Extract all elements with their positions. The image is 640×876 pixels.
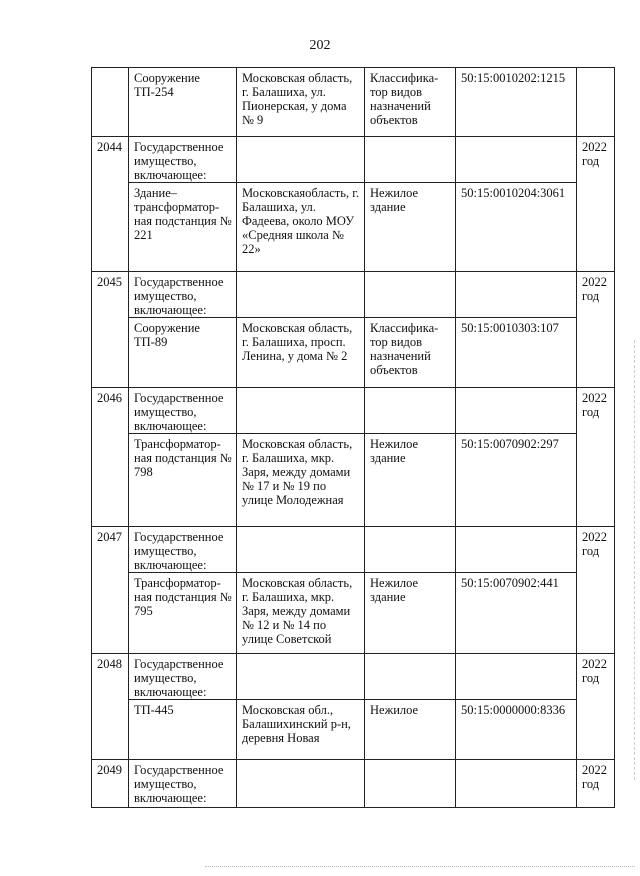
empty-cell [237,388,365,434]
purpose-cell: Нежилое здание [365,183,456,272]
object-name-cell: Сооружение ТП-89 [129,318,237,388]
cadastral-number-cell: 50:15:0000000:8336 [456,700,577,760]
empty-cell [456,272,577,318]
row-number-cell: 2045 [92,272,129,388]
group-label-cell: Государственное имущество, включающее: [129,527,237,573]
object-name-cell: Здание– трансформатор-ная подстанция № 221 [129,183,237,272]
scan-edge-line [634,340,635,780]
cadastral-number-cell: 50:15:0010204:3061 [456,183,577,272]
purpose-cell: Нежилое [365,700,456,760]
object-name-cell: Сооружение ТП-254 [129,68,237,137]
address-cell: Московская область, г. Балашиха, просп. Ленина, у дома № 2 [237,318,365,388]
address-cell: Московская область, г. Балашиха, мкр. Заря, между домами № 12 и № 14 по улице Советской [237,573,365,654]
year-cell [577,68,615,137]
cadastral-number-cell: 50:15:0070902:297 [456,434,577,527]
group-label-cell: Государственное имущество, включающее: [129,760,237,808]
purpose-cell: Классифика-тор видов назначений объектов [365,318,456,388]
object-name-cell: ТП-445 [129,700,237,760]
empty-cell [237,272,365,318]
empty-cell [456,388,577,434]
table-row [92,183,615,272]
year-cell: 2022 год [577,137,615,272]
cadastral-number-cell: 50:15:0010303:107 [456,318,577,388]
table-row [92,272,615,318]
empty-cell [237,654,365,700]
group-label-cell: Государственное имущество, включающее: [129,388,237,434]
empty-cell [365,527,456,573]
row-number-cell: 2047 [92,527,129,654]
year-cell: 2022 год [577,272,615,388]
row-number-cell [92,68,129,137]
table-row [92,434,615,527]
group-label-cell: Государственное имущество, включающее: [129,654,237,700]
year-cell: 2022 год [577,527,615,654]
year-cell: 2022 год [577,388,615,527]
empty-cell [365,137,456,183]
table-row [92,137,615,183]
cadastral-number-cell: 50:15:0010202:1215 [456,68,577,137]
empty-cell [365,388,456,434]
address-cell: Московская область, г. Балашиха, мкр. Заря, между домами № 17 и № 19 по улице Молодежная [237,434,365,527]
purpose-cell: Нежилое здание [365,434,456,527]
table-row [92,573,615,654]
table-row [92,527,615,573]
cadastral-number-cell: 50:15:0070902:441 [456,573,577,654]
cadastral-number-cell [456,760,577,808]
table-row [92,700,615,760]
row-number-cell: 2048 [92,654,129,760]
address-cell: Московскаяобласть, г. Балашиха, ул. Фадеева, около МОУ «Средняя школа № 22» [237,183,365,272]
table-row [92,388,615,434]
table-row [92,760,615,808]
address-cell: Московская обл., Балашихинский р-н, деревня Новая [237,700,365,760]
empty-cell [365,272,456,318]
table-row [92,654,615,700]
address-cell [237,760,365,808]
object-name-cell: Трансформатор-ная подстанция № 798 [129,434,237,527]
empty-cell [237,527,365,573]
purpose-cell [365,760,456,808]
year-cell: 2022 год [577,654,615,760]
empty-cell [456,527,577,573]
row-number-cell: 2046 [92,388,129,527]
table-row [92,68,615,137]
property-registry-table [91,67,615,808]
scan-edge-line [205,866,635,867]
purpose-cell: Нежилое здание [365,573,456,654]
group-label-cell: Государственное имущество, включающее: [129,137,237,183]
empty-cell [456,137,577,183]
group-label-cell: Государственное имущество, включающее: [129,272,237,318]
row-number-cell: 2049 [92,760,129,808]
row-number-cell: 2044 [92,137,129,272]
table-row [92,318,615,388]
empty-cell [237,137,365,183]
page-number: 202 [309,38,331,53]
address-cell: Московская область, г. Балашиха, ул. Пионерская, у дома № 9 [237,68,365,137]
empty-cell [365,654,456,700]
year-cell: 2022 год [577,760,615,808]
purpose-cell: Классифика-тор видов назначений объектов [365,68,456,137]
object-name-cell: Трансформатор-ная подстанция № 795 [129,573,237,654]
empty-cell [456,654,577,700]
